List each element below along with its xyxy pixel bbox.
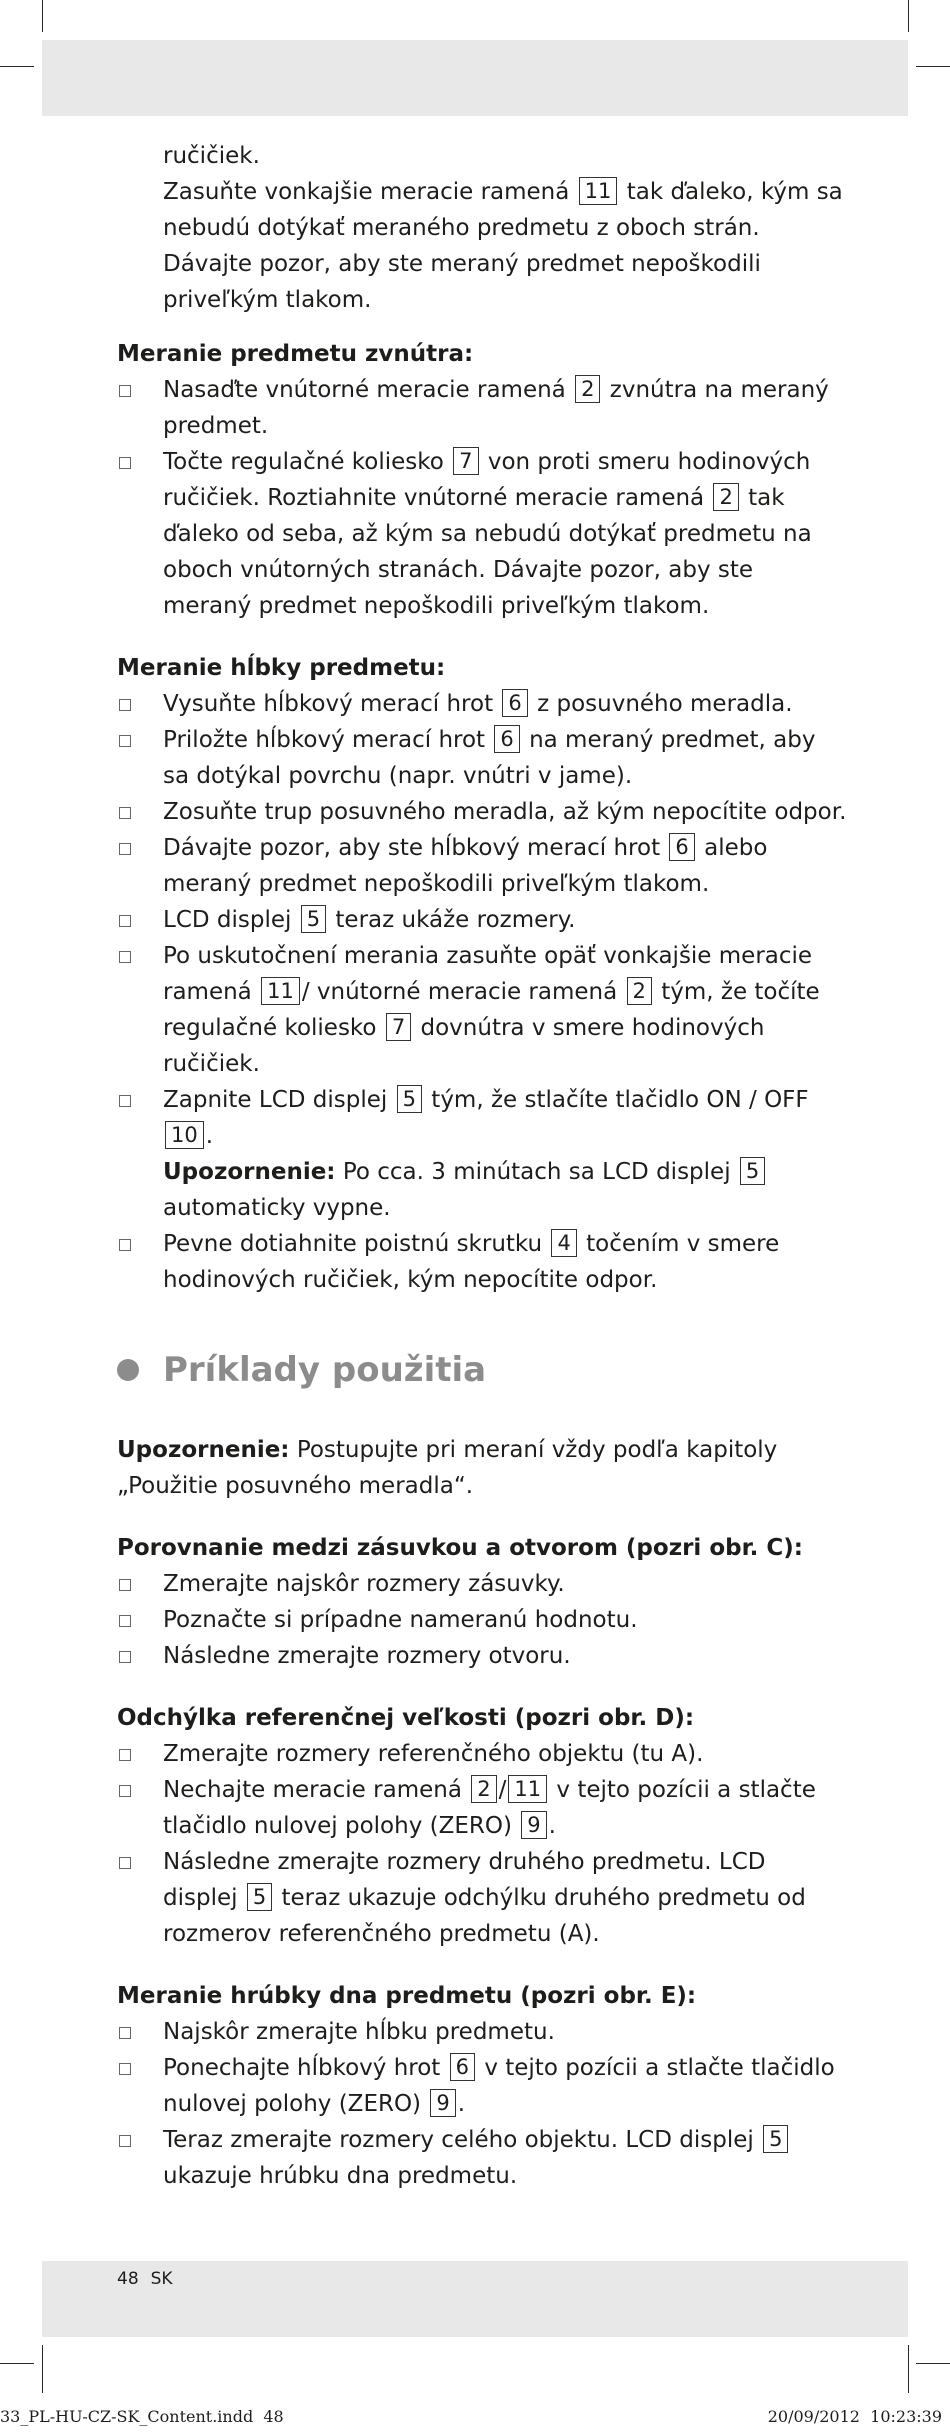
deviation-list — [117, 1736, 847, 1952]
heading-inside: Meranie predmetu zvnútra: — [117, 341, 474, 367]
list-item: Ponechajte hĺbkový hrot 6 v tejto pozícii a stlačte tlačidlo nulovej polohy (ZERO) 9 . — [117, 2050, 847, 2122]
crop-mark — [908, 2345, 909, 2393]
list-item: Vysuňte hĺbkový merací hrot 6 z posuvného meradla. — [117, 686, 847, 722]
part-number: 5 — [763, 2125, 788, 2153]
part-number: 9 — [521, 1811, 546, 1839]
crop-mark — [0, 2363, 34, 2364]
crop-mark — [916, 2363, 950, 2364]
header-band — [42, 40, 908, 116]
section-title: Príklady použitia — [163, 1350, 487, 1390]
part-number: 5 — [740, 1157, 765, 1185]
page-footer — [117, 2268, 173, 2290]
part-number: 7 — [453, 447, 478, 475]
depth-list — [117, 686, 847, 1298]
list-item: Zmerajte najskôr rozmery zásuvky. — [117, 1566, 847, 1602]
list-item: Následne zmerajte rozmery otvoru. — [117, 1638, 847, 1674]
note-label: Upozornenie: — [117, 1437, 290, 1463]
intro-line: ručičiek. — [163, 143, 260, 169]
note-label: Upozornenie: — [163, 1159, 336, 1185]
part-number: 11 — [579, 177, 618, 205]
list-item: Najskôr zmerajte hĺbku predmetu. — [117, 2014, 847, 2050]
list-item: Poznačte si prípadne nameranú hodnotu. — [117, 1602, 847, 1638]
page-body — [117, 138, 847, 2194]
note-paragraph: Upozornenie: Postupujte pri meraní vždy podľa kapitoly „Použitie posuvného meradla“. — [117, 1437, 778, 1499]
list-item: Točte regulačné koliesko 7 von proti smeru hodinových ručičiek. Roztiahnite vnútorné meracie ramená 2 tak ďaleko od seba, až kým sa nebudú dotýkať predmetu na oboch vnútorných stranách. Dávajte pozor, aby ste meraný predmet nepoškodili priveľkým tlakom. — [117, 444, 847, 624]
part-number: 4 — [551, 1229, 576, 1257]
list-item: Nasaďte vnútorné meracie ramená 2 zvnútra na meraný predmet. — [117, 372, 847, 444]
print-slug-file: 33_PL-HU-CZ-SK_Content.indd 48 — [0, 2407, 284, 2426]
part-number: 2 — [627, 977, 652, 1005]
part-number: 7 — [386, 1013, 411, 1041]
part-number: 10 — [165, 1121, 204, 1149]
part-number: 5 — [301, 905, 326, 933]
part-number: 11 — [261, 977, 300, 1005]
part-number: 2 — [575, 375, 600, 403]
section-heading — [117, 1352, 847, 1388]
list-item: Priložte hĺbkový merací hrot 6 na meraný predmet, aby sa dotýkal povrchu (napr. vnútri v jame). — [117, 722, 847, 794]
part-number: 6 — [494, 725, 519, 753]
bullet-dot-icon — [117, 1359, 139, 1381]
part-number: 11 — [508, 1775, 547, 1803]
crop-mark — [908, 0, 909, 32]
print-slug-date: 20/09/2012 10:23:39 — [767, 2407, 942, 2426]
part-number: 2 — [471, 1775, 496, 1803]
list-item: LCD displej 5 teraz ukáže rozmery. — [117, 902, 847, 938]
list-item: Zmerajte rozmery referenčného objektu (tu A). — [117, 1736, 847, 1772]
list-item: Nechajte meracie ramená 2 / 11 v tejto pozícii a stlačte tlačidlo nulovej polohy (ZERO) 9 . — [117, 1772, 847, 1844]
list-item: Pevne dotiahnite poistnú skrutku 4 točením v smere hodinových ručičiek, kým nepocítite odpor. — [117, 1226, 847, 1298]
part-number: 6 — [502, 689, 527, 717]
list-item: Dávajte pozor, aby ste hĺbkový merací hrot 6 alebo meraný predmet nepoškodili priveľkým tlakom. — [117, 830, 847, 902]
page-number: 48 — [117, 2269, 139, 2289]
list-item: Teraz zmerajte rozmery celého objektu. LCD displej 5 ukazuje hrúbku dna predmetu. — [117, 2122, 847, 2194]
list-item: Následne zmerajte rozmery druhého predmetu. LCD displej 5 teraz ukazuje odchýlku druhého predmetu od rozmerov referenčného predmetu (A). — [117, 1844, 847, 1952]
inside-list — [117, 372, 847, 624]
part-number: 5 — [247, 1883, 272, 1911]
part-number: 5 — [397, 1085, 422, 1113]
part-number: 9 — [430, 2089, 455, 2117]
bottom-list — [117, 2014, 847, 2194]
heading-deviation: Odchýlka referenčnej veľkosti (pozri obr. D): — [117, 1705, 695, 1731]
list-item: Po uskutočnení merania zasuňte opäť vonkajšie meracie ramená 11 / vnútorné meracie ramená 2 tým, že točíte regulačné koliesko 7 dovnútra v smere hodinových ručičiek. — [117, 938, 847, 1082]
crop-mark — [916, 66, 950, 67]
intro-paragraph: Zasuňte vonkajšie meracie ramená 11 tak ďaleko, kým sa nebudú dotýkať meraného predmetu z oboch strán. Dávajte pozor, aby ste meraný predmet nepoškodili priveľkým tlakom. — [163, 179, 843, 313]
heading-depth: Meranie hĺbky predmetu: — [117, 655, 446, 681]
compare-list — [117, 1566, 847, 1674]
part-number: 6 — [669, 833, 694, 861]
crop-mark — [42, 2345, 43, 2393]
crop-mark — [0, 66, 34, 67]
page-language: SK — [150, 2269, 173, 2289]
heading-compare: Porovnanie medzi zásuvkou a otvorom (pozri obr. C): — [117, 1535, 803, 1561]
crop-mark — [42, 0, 43, 32]
heading-bottom-thickness: Meranie hrúbky dna predmetu (pozri obr. E): — [117, 1983, 697, 2009]
list-item: Zapnite LCD displej 5 tým, že stlačíte tlačidlo ON / OFF 10 . Upozornenie: Po cca. 3 minútach sa LCD displej 5 automaticky vypne. — [117, 1082, 847, 1226]
list-item: Zosuňte trup posuvného meradla, až kým nepocítite odpor. — [117, 794, 847, 830]
part-number: 2 — [713, 483, 738, 511]
part-number: 6 — [450, 2053, 475, 2081]
